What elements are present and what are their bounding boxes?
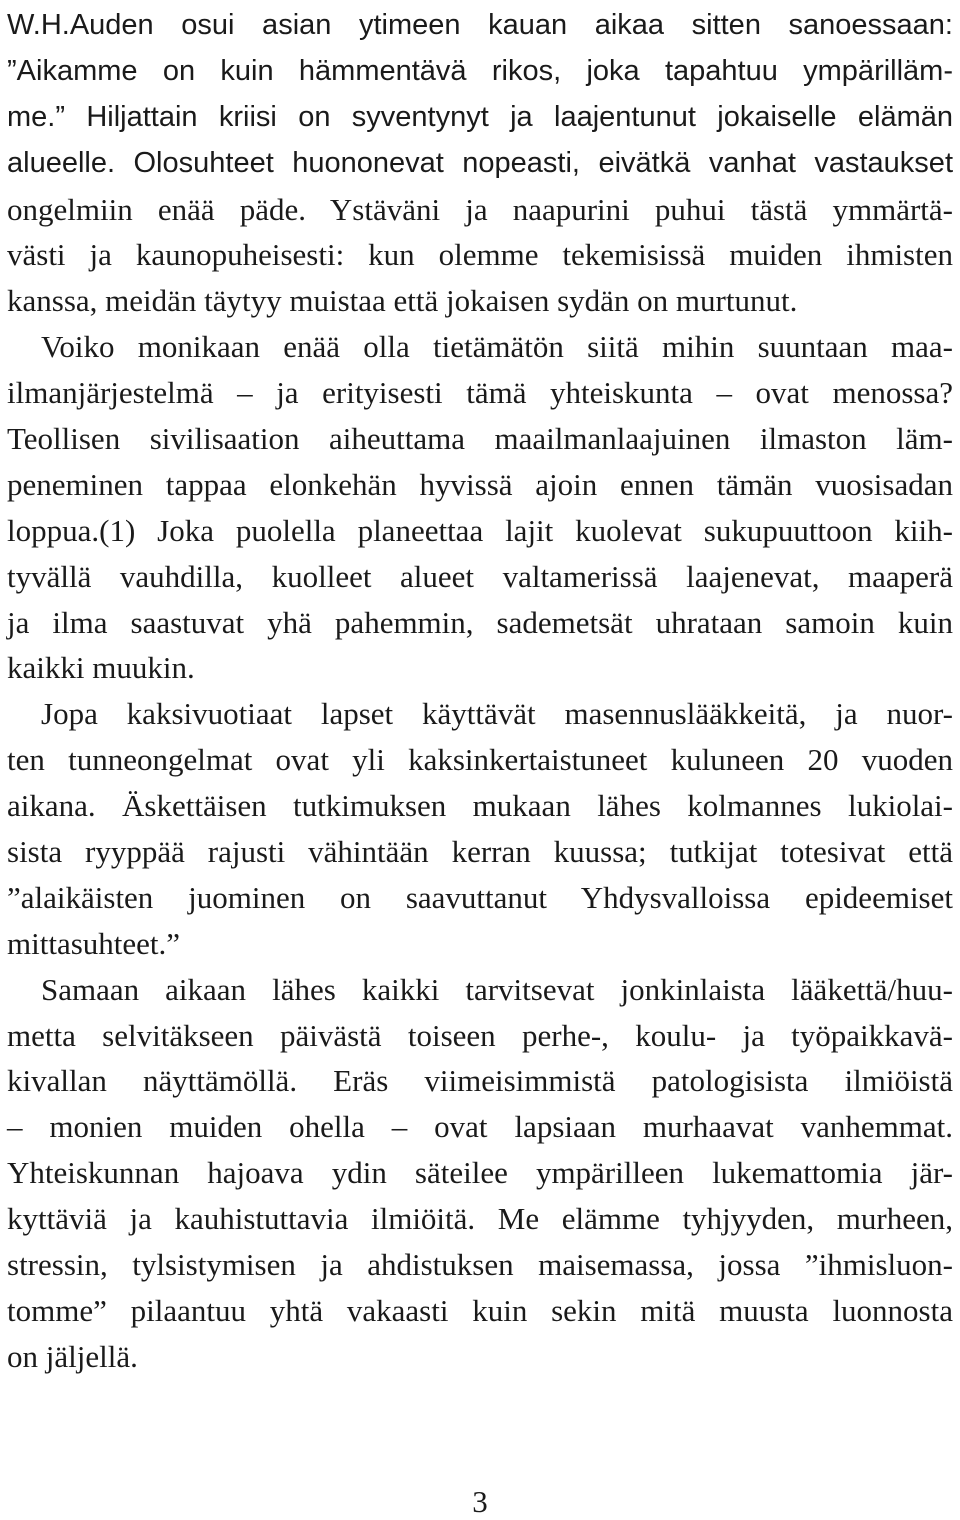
text-line: metta selvitäkseen päivästä toiseen perhe-, koulu- ja työpaikkavä- bbox=[7, 1017, 953, 1053]
text-line: ”Aikamme on kuin hämmentävä rikos, joka tapahtuu ympärilläm- bbox=[7, 54, 953, 87]
text-line: stressin, tylsistymisen ja ahdistuksen maisemassa, jossa ”ihmisluon- bbox=[7, 1247, 953, 1283]
text-line: kyttäviä ja kauhistuttavia ilmiöitä. Me elämme tyhjyyden, murheen, bbox=[7, 1201, 953, 1237]
text-line: loppua.(1) Joka puolella planeettaa lajit kuolevat sukupuuttoon kiih- bbox=[7, 512, 953, 548]
text-line: kanssa, meidän täytyy muistaa että jokaisen sydän on murtunut. bbox=[7, 283, 798, 319]
text-line: W.H.Auden osui asian ytimeen kauan aikaa sitten sanoessaan: bbox=[7, 9, 953, 41]
text-line: me.” Hiljattain kriisi on syventynyt ja laajentunut jokaiselle elämän bbox=[7, 100, 953, 133]
text-line: Yhteiskunnan hajoava ydin säteilee ympärilleen lukemattomia jär- bbox=[7, 1155, 953, 1191]
text-line: Samaan aikaan lähes kaikki tarvitsevat jonkinlaista lääkettä/huu- bbox=[41, 971, 953, 1007]
page-number: 3 bbox=[472, 1484, 488, 1519]
text-line: on jäljellä. bbox=[7, 1338, 138, 1374]
text-line: kaikki muukin. bbox=[7, 650, 195, 686]
text-line: ongelmiin enää päde. Ystäväni ja naapurini puhui tästä ymmärtä- bbox=[7, 191, 953, 227]
text-line: ilmanjärjestelmä – ja erityisesti tämä yhteiskunta – ovat menossa? bbox=[7, 375, 953, 411]
text-line: tomme” pilaantuu yhtä vakaasti kuin sekin mitä muusta luonnosta bbox=[7, 1292, 953, 1328]
text-line: sista ryyppää rajusti vähintään kerran kuussa; tutkijat totesivat että bbox=[7, 834, 953, 870]
text-line: ten tunneongelmat ovat yli kaksinkertaistuneet kuluneen 20 vuoden bbox=[7, 742, 953, 778]
text-line: västi ja kaunopuheisesti: kun olemme tekemisissä muiden ihmisten bbox=[7, 237, 953, 273]
text-line: Voiko monikaan enää olla tietämätön siitä mihin suuntaan maa- bbox=[41, 329, 953, 365]
text-line: mittasuhteet.” bbox=[7, 925, 181, 961]
text-line: tyvällä vauhdilla, kuolleet alueet valtamerissä laajenevat, maaperä bbox=[7, 558, 953, 594]
text-line: aikana. Äskettäisen tutkimuksen mukaan lähes kolmannes lukiolai- bbox=[7, 788, 953, 824]
text-line: Teollisen sivilisaation aiheuttama maailmanlaajuinen ilmaston läm- bbox=[7, 421, 953, 457]
text-line: Jopa kaksivuotiaat lapset käyttävät masennuslääkkeitä, ja nuor- bbox=[41, 696, 953, 732]
text-line: ja ilma saastuvat yhä pahemmin, sademetsät uhrataan samoin kuin bbox=[7, 604, 953, 640]
body-text bbox=[7, 3, 953, 1380]
text-line: alueelle. Olosuhteet huononevat nopeasti, eivätkä vanhat vastaukset bbox=[7, 146, 953, 179]
text-line: – monien muiden ohella – ovat lapsiaan murhaavat vanhemmat. bbox=[7, 1109, 953, 1145]
text-line: kivallan näyttämöllä. Eräs viimeisimmistä patologisista ilmiöistä bbox=[7, 1063, 953, 1099]
text-line: ”alaikäisten juominen on saavuttanut Yhdysvalloissa epideemiset bbox=[7, 879, 953, 915]
text-line: peneminen tappaa elonkehän hyvissä ajoin ennen tämän vuosisadan bbox=[7, 466, 953, 502]
